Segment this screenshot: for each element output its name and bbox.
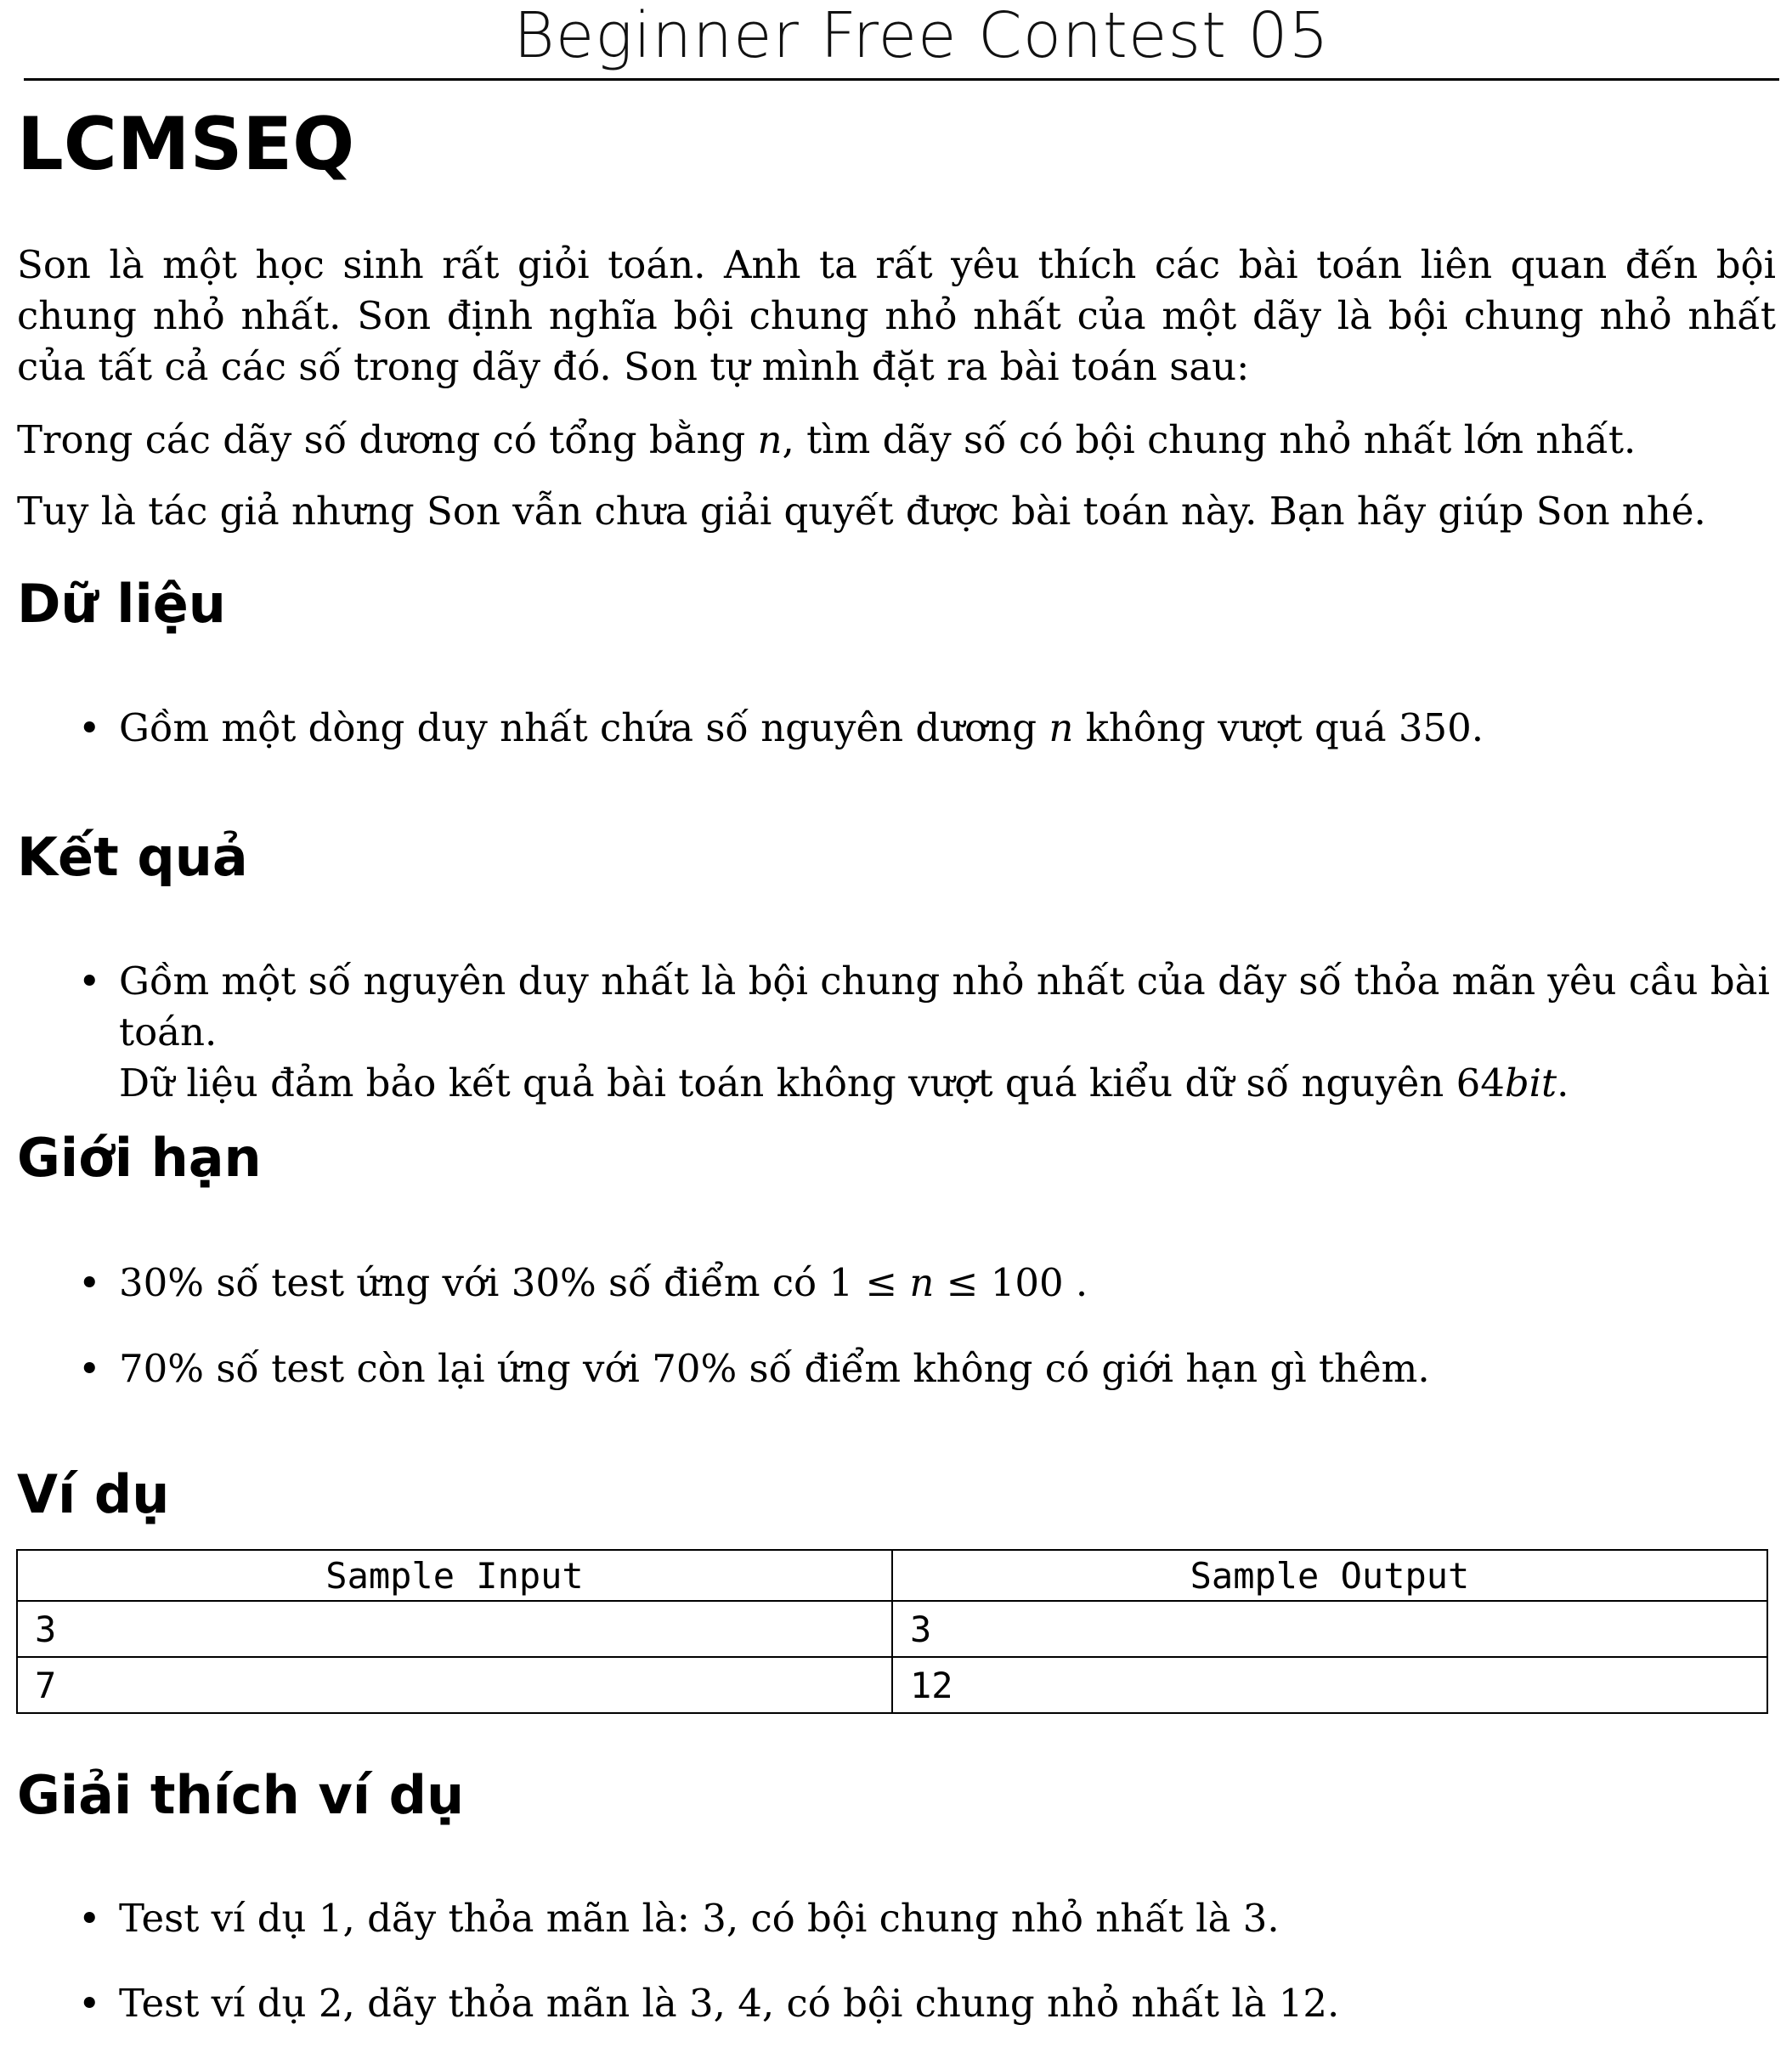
list-item-text: Test ví dụ 2, dãy thỏa mãn là 3, 4, có bội chung nhỏ nhất là 12. xyxy=(119,1981,1340,2026)
variable-n: n xyxy=(757,417,783,462)
bullet-icon: • xyxy=(78,705,101,750)
variable-n: n xyxy=(1049,705,1074,750)
statement-p2-after: , tìm dãy số có bội chung nhỏ nhất lớn nhất. xyxy=(782,417,1637,462)
list-item-text xyxy=(119,703,1776,754)
variable-n: n xyxy=(909,1260,935,1305)
header-rule xyxy=(24,78,1779,81)
contest-title: Beginner Free Contest 05 xyxy=(513,0,1330,72)
table-header-row xyxy=(17,1550,1767,1601)
statement-paragraph-3: Tuy là tác giả nhưng Son vẫn chưa giải quyết được bài toán này. Bạn hãy giúp Son nhé. xyxy=(17,489,1706,534)
input-item-before: Gồm một dòng duy nhất chứa số nguyên dương xyxy=(119,705,1049,750)
explanation-heading: Giải thích ví dụ xyxy=(17,1764,465,1826)
table-row xyxy=(17,1657,1767,1713)
limits-item1-after: ≤ 100 . xyxy=(934,1260,1088,1305)
list-item-text: Test ví dụ 1, dãy thỏa mãn là: 3, có bội chung nhỏ nhất là 3. xyxy=(119,1896,1280,1941)
output-item-line1: Gồm một số nguyên duy nhất là bội chung nhỏ nhất của dãy số thỏa mãn yêu cầu bài toán. xyxy=(119,958,1770,1055)
bullet-icon: • xyxy=(78,1346,101,1391)
output-item-line2-before: Dữ liệu đảm bảo kết quả bài toán không vượt quá kiểu dữ số nguyên 64 xyxy=(119,1060,1505,1106)
sample-output-cell: 3 xyxy=(892,1601,1767,1657)
statement-p2-before: Trong các dãy số dương có tổng bằng xyxy=(17,417,758,462)
input-item-after: không vượt quá 350. xyxy=(1073,705,1484,750)
sample-input-cell: 3 xyxy=(17,1601,892,1657)
sample-table xyxy=(16,1549,1768,1714)
column-header-output: Sample Output xyxy=(892,1550,1767,1601)
list-item-text xyxy=(119,1258,1776,1309)
bullet-icon: • xyxy=(78,958,101,1004)
variable-bit: bit xyxy=(1504,1060,1557,1106)
bullet-icon: • xyxy=(78,1981,101,2026)
statement-paragraph-2 xyxy=(17,415,1776,466)
list-item-text: 70% số test còn lại ứng với 70% số điểm không có giới hạn gì thêm. xyxy=(119,1346,1430,1391)
sample-input-cell: 7 xyxy=(17,1657,892,1713)
example-heading: Ví dụ xyxy=(17,1463,170,1525)
limits-item1-before: 30% số test ứng với 30% số điểm có 1 ≤ xyxy=(119,1260,910,1305)
limits-heading: Giới hạn xyxy=(17,1127,262,1189)
statement-paragraph-1: Son là một học sinh rất giỏi toán. Anh ta rất yêu thích các bài toán liên quan đến bội chung nhỏ nhất. Son định nghĩa bội chung nhỏ nhất của một dãy là bội chung nhỏ nhất của tất cả các số trong dãy đó. Son tự mình đặt ra bài toán sau: xyxy=(17,242,1776,389)
column-header-input: Sample Input xyxy=(17,1550,892,1601)
input-heading: Dữ liệu xyxy=(17,573,226,635)
table-row xyxy=(17,1601,1767,1657)
bullet-icon: • xyxy=(78,1260,101,1305)
problem-code: LCMSEQ xyxy=(17,102,355,187)
list-item-text xyxy=(119,956,1776,1109)
bullet-icon: • xyxy=(78,1896,101,1941)
sample-output-cell: 12 xyxy=(892,1657,1767,1713)
output-heading: Kết quả xyxy=(17,826,248,888)
output-item-line2-after: . xyxy=(1557,1060,1569,1106)
